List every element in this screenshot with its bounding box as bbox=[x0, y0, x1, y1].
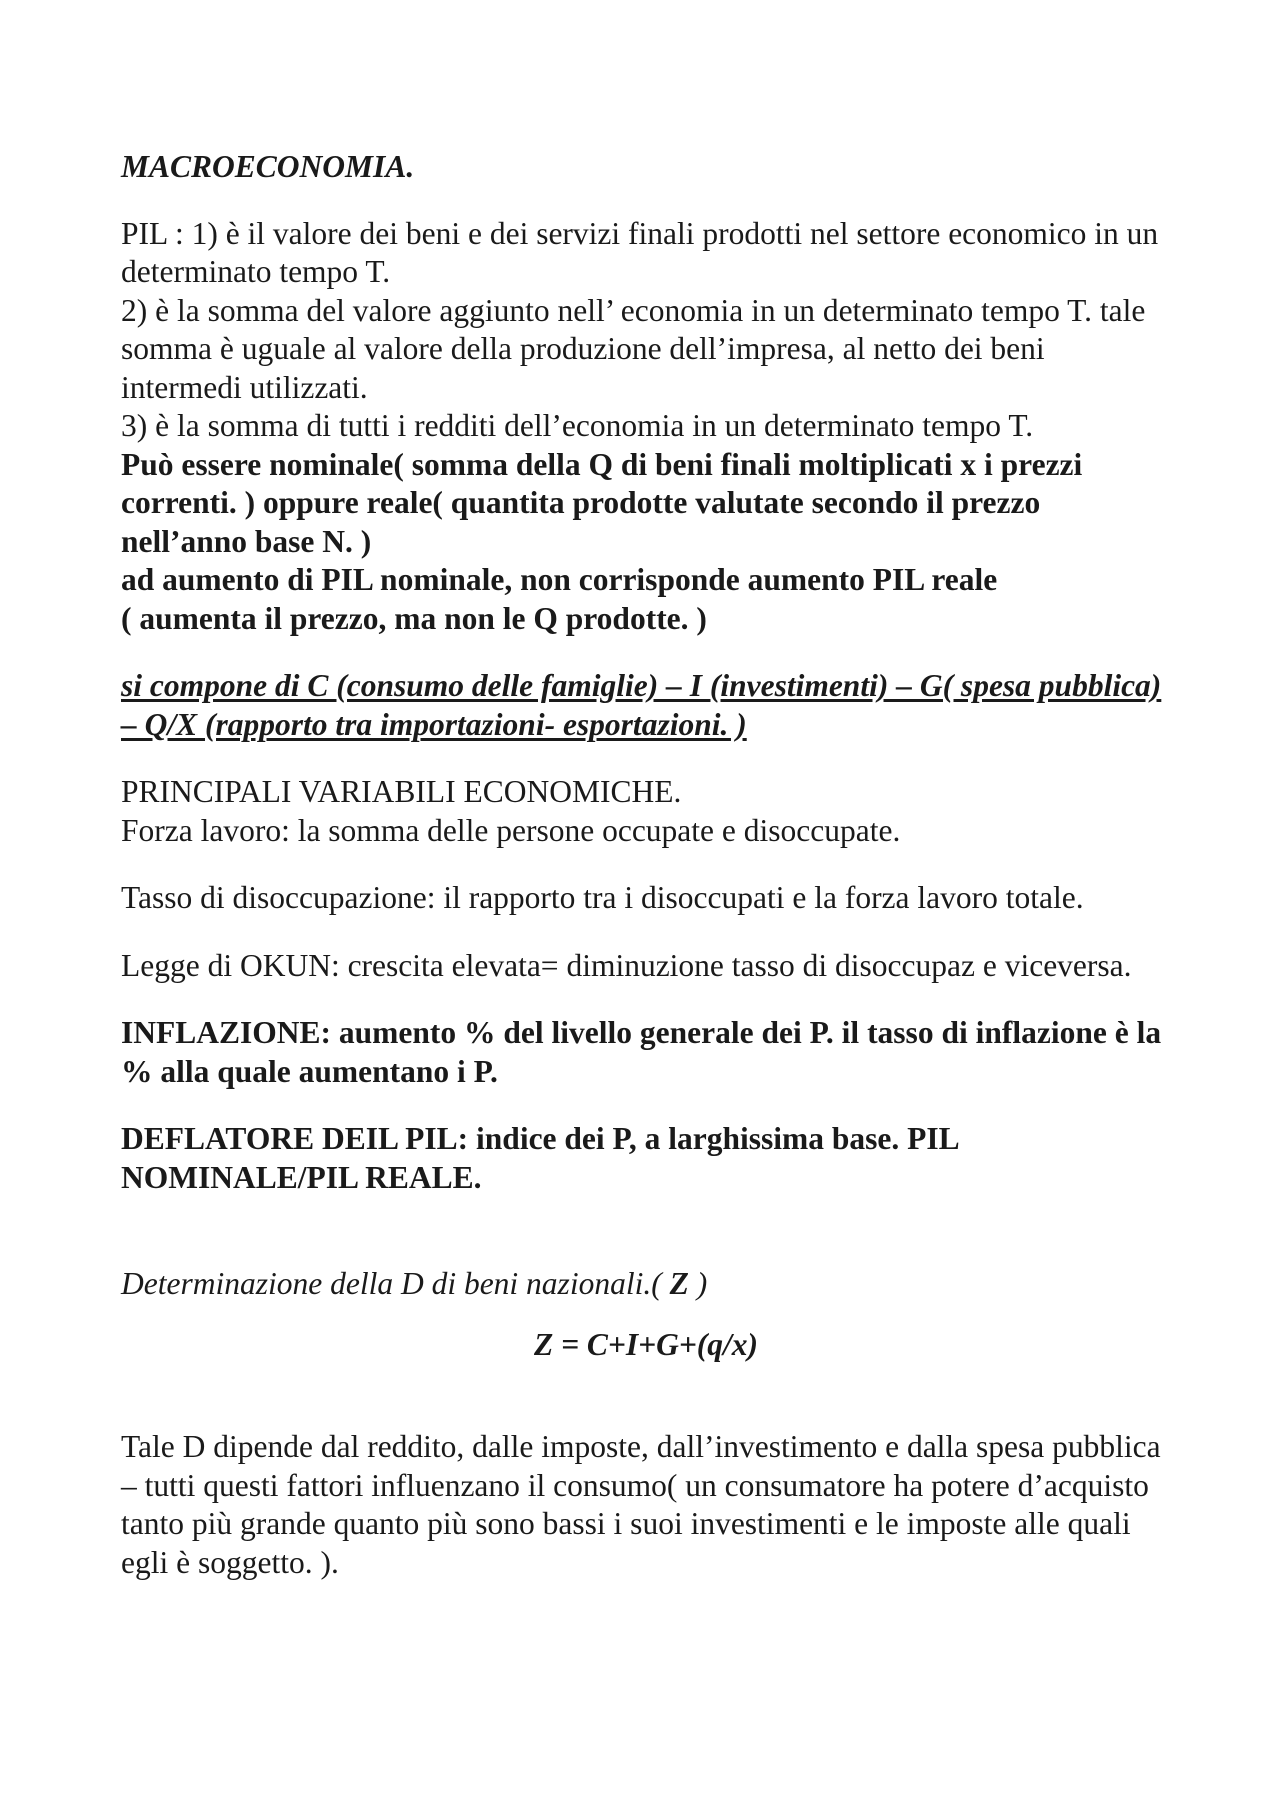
demand-heading-text: Determinazione della D di beni nazionali.( bbox=[121, 1266, 670, 1301]
document-title: MACROECONOMIA. bbox=[121, 149, 415, 184]
demand-heading-close: ) bbox=[688, 1266, 708, 1301]
pil-definition-3: 3) è la somma di tutti i redditi dell’economia in un determinato tempo T. bbox=[121, 408, 1034, 443]
demand-heading bbox=[121, 1265, 1171, 1304]
pil-increase-line-1: ad aumento di PIL nominale, non corrisponde aumento PIL reale bbox=[121, 562, 998, 597]
labor-force-definition: Forza lavoro: la somma delle persone occupate e disoccupate. bbox=[121, 812, 901, 848]
variables-heading: PRINCIPALI VARIABILI ECONOMICHE. bbox=[121, 774, 682, 809]
inflation-definition: INFLAZIONE: aumento % del livello generale dei P. il tasso di inflazione è la % alla quale aumentano i P. bbox=[121, 1015, 1162, 1089]
pil-increase-line-2: ( aumenta il prezzo, ma non le Q prodotte. ) bbox=[121, 600, 707, 636]
demand-formula: Z = C+I+G+(q/x) bbox=[533, 1326, 759, 1362]
pil-nominal-real: Può essere nominale( somma della Q di beni finali moltiplicati x i prezzi correnti. ) oppure reale( quantita prodotte valutate secondo il prezzo nell’anno base N. ) bbox=[121, 446, 1083, 559]
document-page bbox=[121, 148, 1171, 1582]
pil-definition-2: 2) è la somma del valore aggiunto nell’ economia in un determinato tempo T. tale somma è uguale al valore della produzione dell’impresa, al netto dei beni intermedi utilizzati. bbox=[121, 292, 1146, 405]
deflator-definition: DEFLATORE DEIL PIL: indice dei P, a larghissima base. PIL NOMINALE/PIL REALE. bbox=[121, 1121, 958, 1195]
pil-definition-1: PIL : 1) è il valore dei beni e dei servizi finali prodotti nel settore economico in un determinato tempo T. bbox=[121, 215, 1159, 289]
demand-explanation: Tale D dipende dal reddito, dalle imposte, dall’investimento e dalla spesa pubblica – tutti questi fattori influenzano il consumo( un consumatore ha potere d’acquisto tanto più grande quanto più sono bassi i suoi investimenti e le imposte alle quali egli è soggetto. ). bbox=[121, 1429, 1161, 1580]
pil-composition: si compone di C (consumo delle famiglie) – I (investimenti) – G( spesa pubblica) – Q/X (rapporto tra importazioni- esportazioni. ) bbox=[121, 668, 1162, 742]
unemployment-rate-definition: Tasso di disoccupazione: il rapporto tra i disoccupati e la forza lavoro totale. bbox=[121, 880, 1084, 915]
demand-heading-symbol: Z bbox=[669, 1266, 689, 1301]
okun-law: Legge di OKUN: crescita elevata= diminuzione tasso di disoccupaz e viceversa. bbox=[121, 947, 1132, 983]
